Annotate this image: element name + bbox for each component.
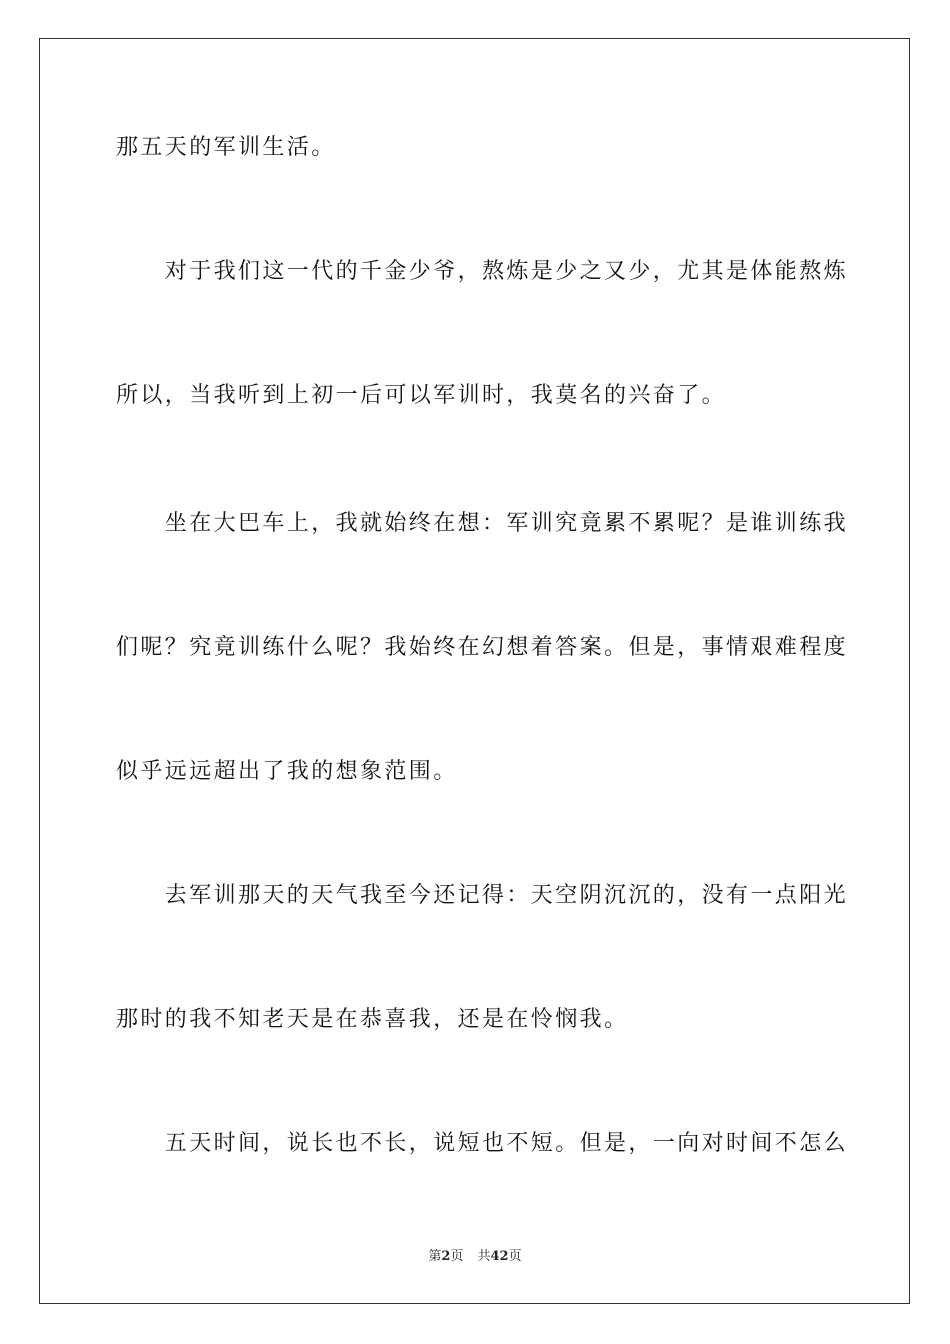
total-prefix: 共 bbox=[477, 1249, 491, 1264]
page-footer bbox=[0, 1248, 950, 1266]
text-line-7: 去军训那天的天气我至今还记得：天空阴沉沉的，没有一点阳光 bbox=[116, 883, 849, 908]
total-pages: 42 bbox=[490, 1249, 509, 1264]
text-line-4: 坐在大巴车上，我就始终在想：军训究竟累不累呢？是谁训练我 bbox=[116, 511, 849, 536]
text-line-5: 们呢？究竟训练什么呢？我始终在幻想着答案。但是，事情艰难程度 bbox=[116, 635, 849, 660]
text-line-6: 似乎远远超出了我的想象范围。 bbox=[116, 759, 458, 784]
page-prefix: 第 bbox=[428, 1249, 442, 1264]
text-line-9: 五天时间，说长也不长，说短也不短。但是，一向对时间不怎么 bbox=[116, 1131, 849, 1156]
text-line-8: 那时的我不知老天是在恭喜我，还是在怜悯我。 bbox=[116, 1007, 629, 1032]
text-line-2: 对于我们这一代的千金少爷，熬炼是少之又少，尤其是体能熬炼 bbox=[116, 259, 849, 284]
total-suffix: 页 bbox=[508, 1249, 522, 1264]
page-suffix: 页 bbox=[450, 1249, 464, 1264]
page-number: 2 bbox=[441, 1249, 451, 1264]
page-border bbox=[39, 38, 910, 1304]
text-line-1: 那五天的军训生活。 bbox=[116, 135, 336, 160]
text-line-3: 所以，当我听到上初一后可以军训时，我莫名的兴奋了。 bbox=[116, 383, 727, 408]
